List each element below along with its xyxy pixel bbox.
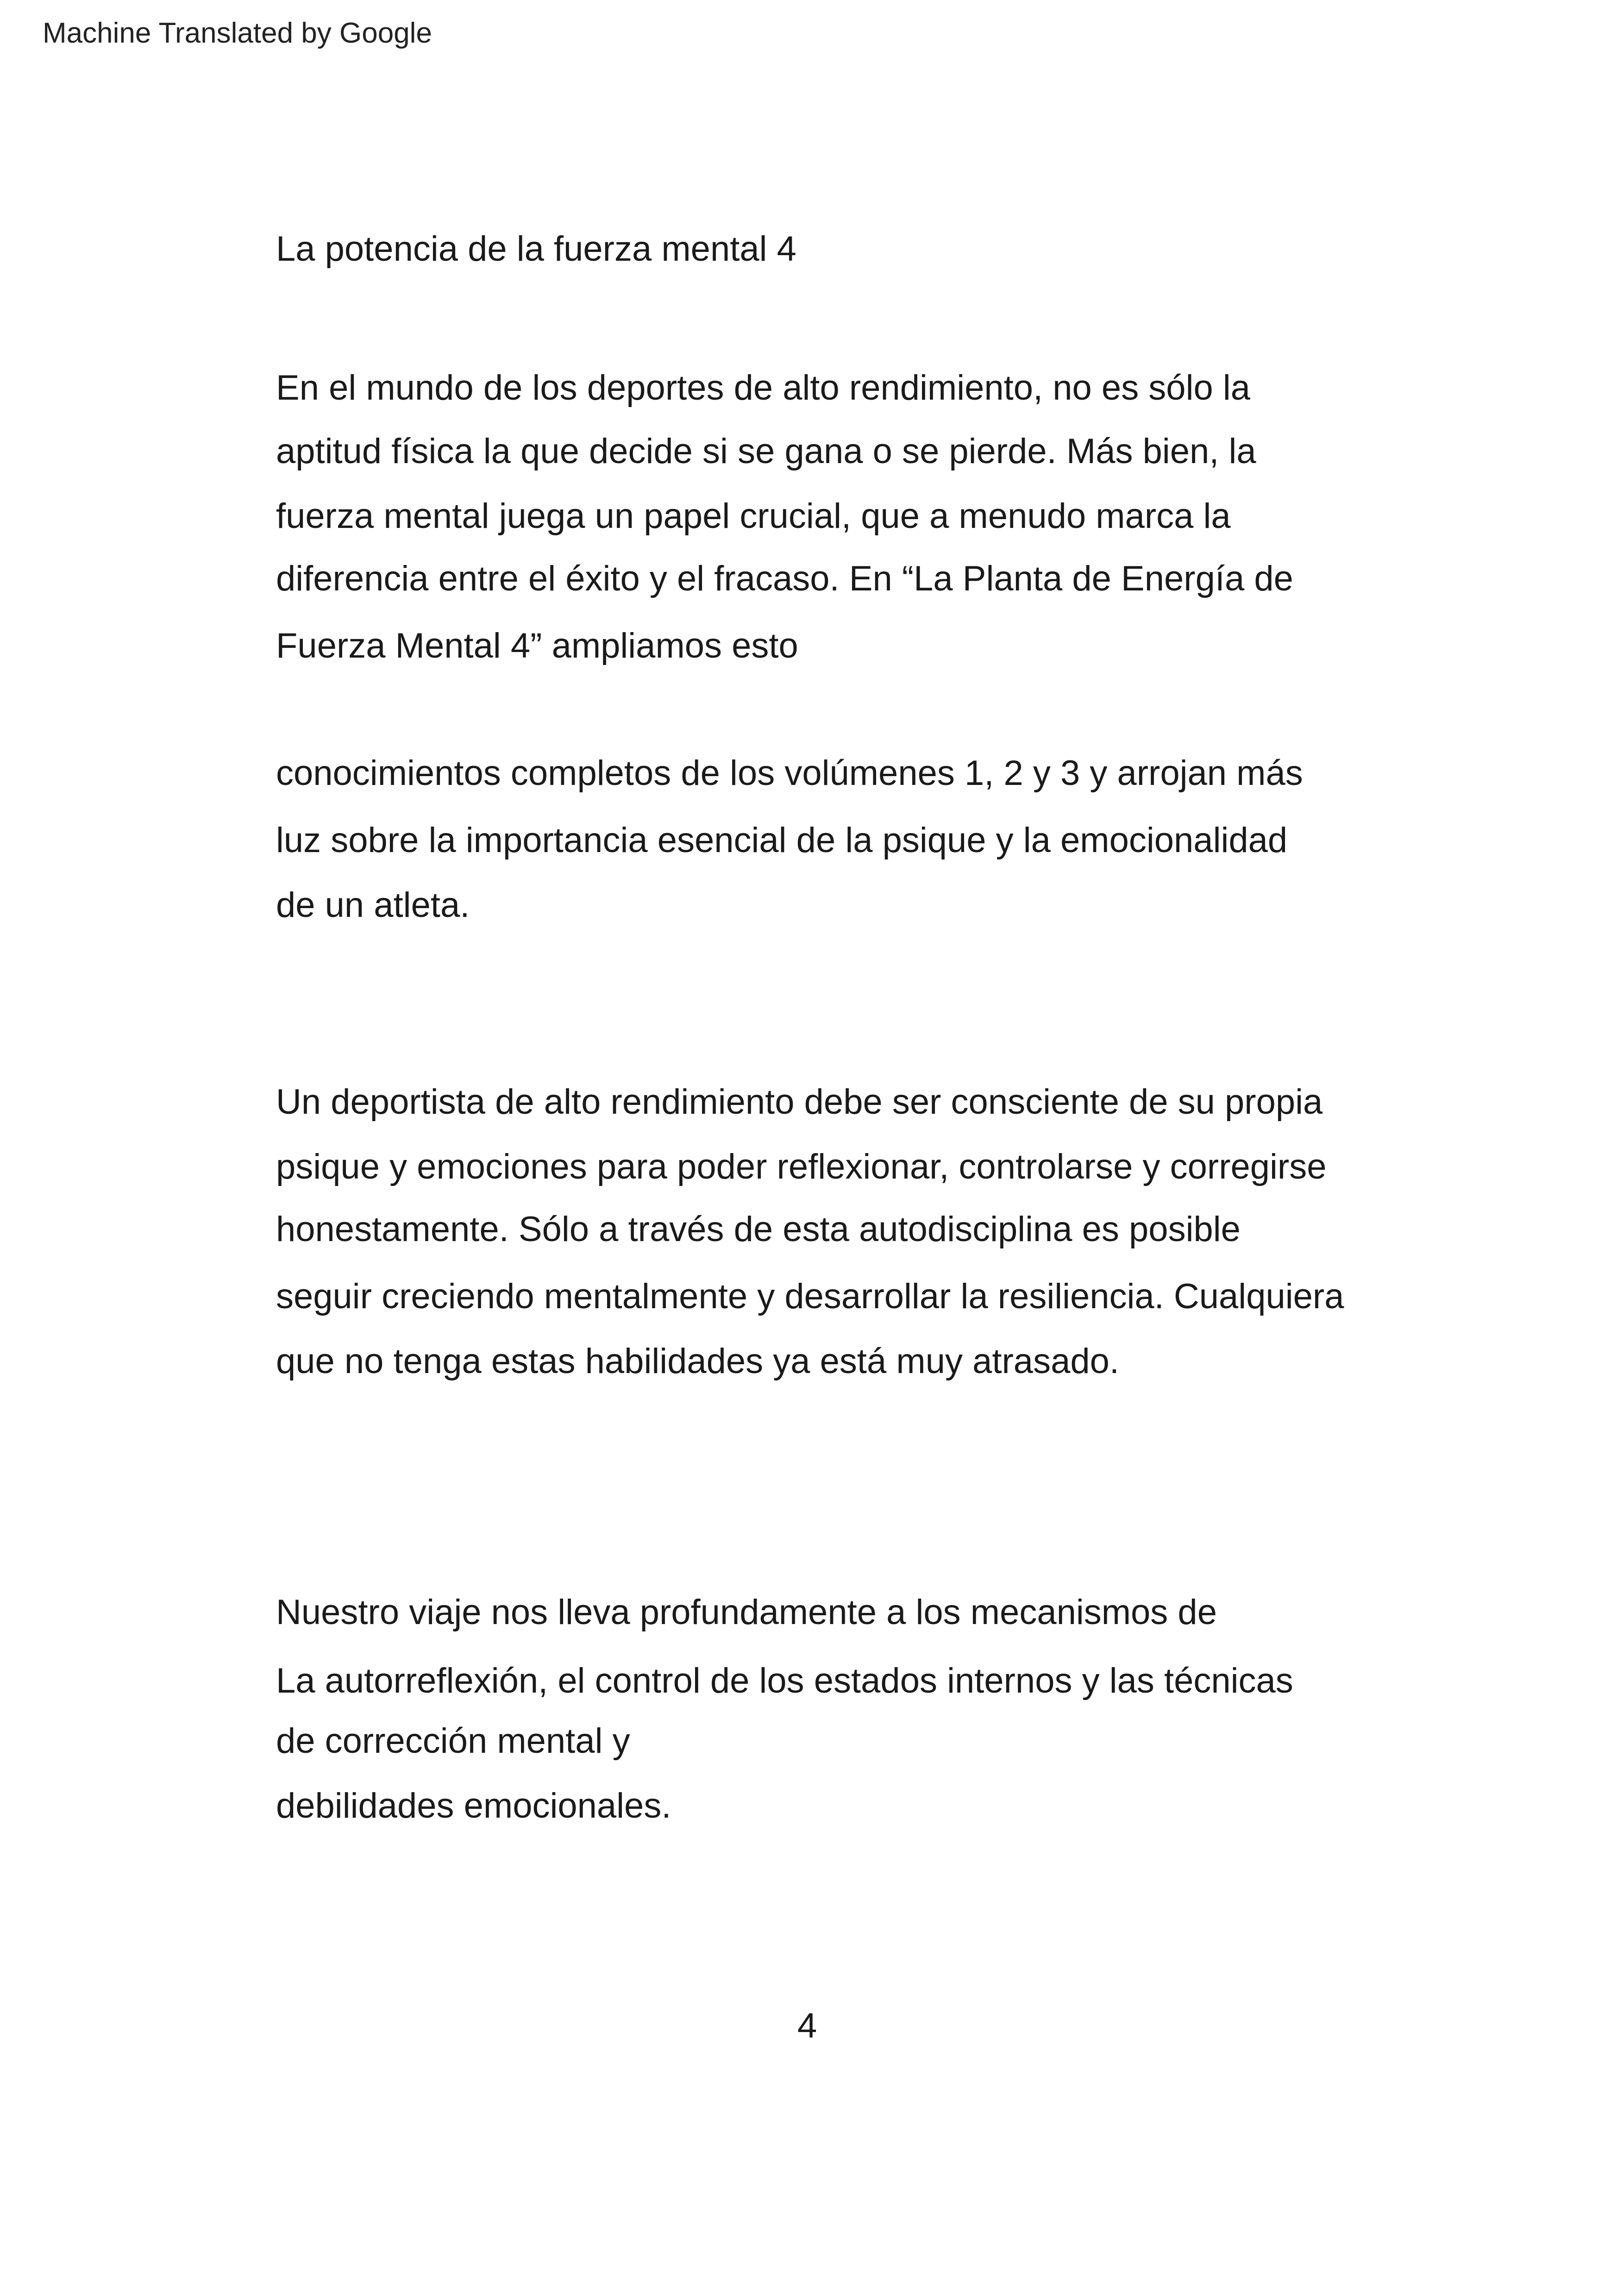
paragraph-line: diferencia entre el éxito y el fracaso. En “La Planta de Energía de xyxy=(276,559,1293,598)
paragraph-line: luz sobre la importancia esencial de la psique y la emocionalidad xyxy=(276,821,1288,860)
paragraph-line: En el mundo de los deportes de alto rendimiento, no es sólo la xyxy=(276,368,1250,408)
page-number: 4 xyxy=(797,2006,817,2045)
paragraph-line: Nuestro viaje nos lleva profundamente a los mecanismos de xyxy=(276,1593,1217,1632)
paragraph-line: conocimientos completos de los volúmenes 1, 2 y 3 y arrojan más xyxy=(276,753,1303,793)
paragraph-line: aptitud física la que decide si se gana o se pierde. Más bien, la xyxy=(276,432,1256,471)
page-title: La potencia de la fuerza mental 4 xyxy=(276,229,796,269)
paragraph-line: Un deportista de alto rendimiento debe ser consciente de su propia xyxy=(276,1082,1323,1122)
paragraph-line: de un atleta. xyxy=(276,885,470,925)
paragraph-line: que no tenga estas habilidades ya está muy atrasado. xyxy=(276,1342,1119,1381)
paragraph-line: La autorreflexión, el control de los estados internos y las técnicas xyxy=(276,1661,1293,1700)
paragraph-line: psique y emociones para poder reflexionar, controlarse y corregirse xyxy=(276,1147,1327,1186)
paragraph-line: Fuerza Mental 4” ampliamos esto xyxy=(276,626,798,665)
paragraph-line: seguir creciendo mentalmente y desarrollar la resiliencia. Cualquiera xyxy=(276,1277,1344,1316)
paragraph-line: debilidades emocionales. xyxy=(276,1786,671,1826)
paragraph-line: de corrección mental y xyxy=(276,1721,630,1761)
machine-translation-banner: Machine Translated by Google xyxy=(43,17,432,49)
paragraph-line: fuerza mental juega un papel crucial, que a menudo marca la xyxy=(276,496,1231,536)
paragraph-line: honestamente. Sólo a través de esta autodisciplina es posible xyxy=(276,1210,1241,1249)
